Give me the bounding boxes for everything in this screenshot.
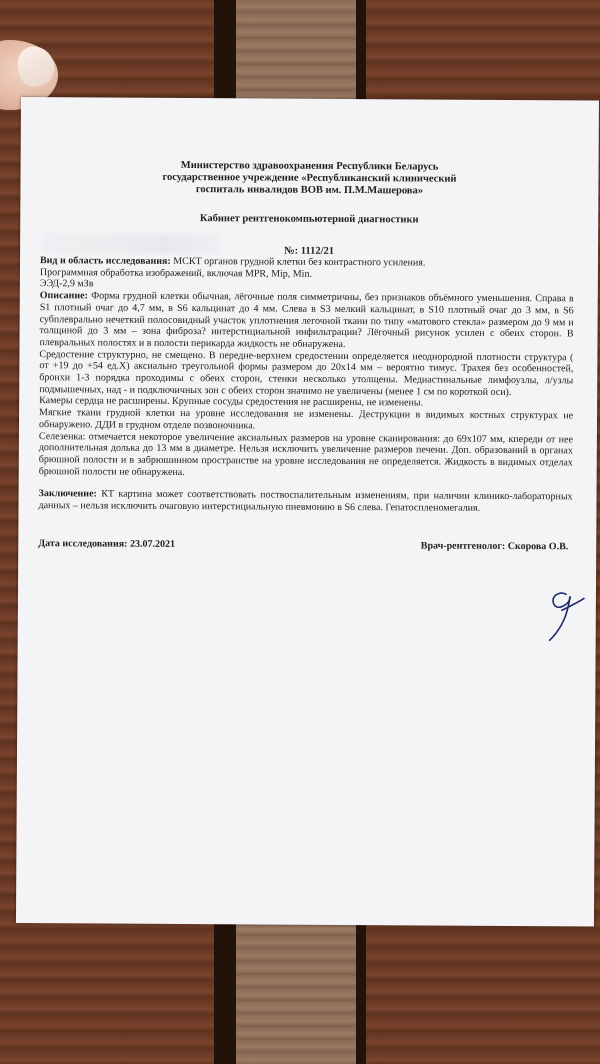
description-soft-tissue: Мягкие ткани грудной клетки на уровне исследования не изменены. Деструкции в видимых костных структурах не обнаружено. ДДИ в грудном отделе позвоночника. (38, 407, 574, 432)
redacted-patient-name (42, 233, 220, 254)
description-lungs: Описание: Форма грудной клетки обычная, лёгочные поля симметричны, без признаков объёмного уменьшения. Справа в S1 плотный очаг до 4,7 мм, в S6 кальцинат до 4 мм. Слева в S3 мелкий кальцинат, в S10 плотный очаг до 3 мм, в S6 субплеврально нечеткий полосовидный участок уплотнения легочной ткани по типу «матового стекла» размером до 9 мм и толщиной до 3 мм – зона фиброза? интерстициальной инфильтрации? Лёгочный рисунок усилен с обеих сторон. В плевральных полостях и в полости перикарда жидкость не обнаружена. (39, 290, 574, 350)
header-hospital: госпиталь инвалидов ВОВ им. П.М.Машерова» (195, 184, 424, 197)
report-number: №: 1112/21 (284, 245, 335, 257)
header-ministry: Министерство здравоохранения Республики Беларусь (180, 159, 439, 173)
report-footer (18, 538, 596, 553)
conclusion: Заключение: КТ картина может соответствовать поствоспалительным изменениям, при наличии клинико-лабораторных данных – нельзя исключить очаговую интерстициальную пневмонию в S6 слева. Гепатоспленомегалия. (38, 488, 573, 514)
signature-icon (532, 584, 592, 644)
radiologist: Врач-рентгенолог: Скорова О.В. (420, 540, 569, 553)
description-heart: Камеры сердца не расширены. Крупные сосуды средостения не расширены, не изменены. (39, 395, 424, 409)
study-date: Дата исследования: 23.07.2021 (38, 537, 175, 550)
description-spleen: Селезенка: отмечается некоторое увеличение аксиальных размеров на уровне сканирования: до 69х107 мм, кпереди от нее дополнительная долька до 13 мм в диаметре. Нельзя исключить увеличение размеров печени. Доп. образований в органах брюшной полости и в забрюшинном пространстве на уровне исследования не определяется. Жидкость в видимых отделах брюшной полости не обнаружена. (38, 430, 573, 478)
description-mediastinum: Средостение структурно, не смещено. В передне-верхнем средостении определяется неоднородной плотности структура ( от +19 до +54 ед.Х) аксиально треугольной формы размером до 20х14 мм – вероятно тимус. Трахея без особенностей, бронхи 1-3 порядка проходимы с обеих сторон, стенки несколько утолщены. Медиастинальные лимфоузлы, л/узлы подмышечных, над - и подключичных зон с обеих сторон значимо не увеличены (менее 1 см по короткой оси). (39, 348, 574, 398)
study-type: Вид и область исследования: МСКТ органов грудной клетки без контрастного усиления. (39, 255, 426, 269)
effective-dose: ЭЭД-2,9 мЗв (39, 278, 94, 290)
medical-report-sheet (16, 97, 599, 927)
report-body (18, 255, 598, 515)
study-processing: Программная обработка изображений, включая MPR, Mip, Min. (39, 266, 313, 280)
institution-header (20, 159, 598, 199)
department-title: Кабинет рентгенокомпьютерной диагностики (199, 213, 419, 226)
header-institution: государственное учреждение «Республиканский клинический (162, 171, 457, 185)
